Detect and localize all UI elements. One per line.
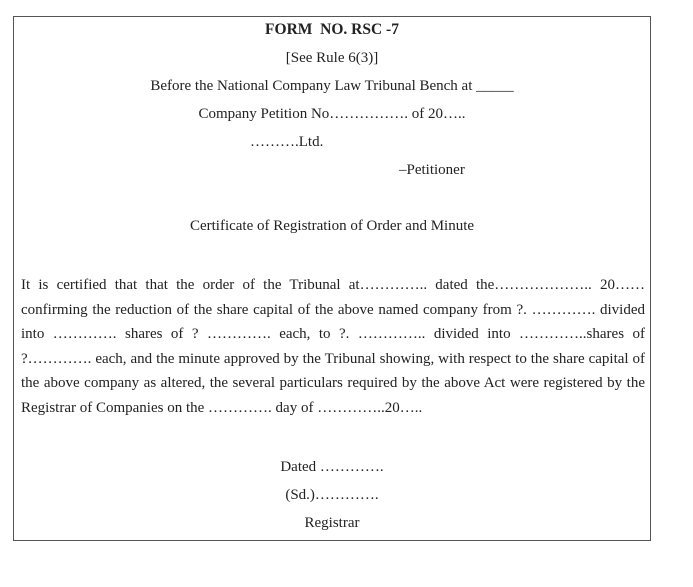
company-name-line: ……….Ltd. xyxy=(250,134,324,150)
dated-line: Dated …………. xyxy=(280,459,384,475)
tribunal-bench-line: Before the National Company Law Tribunal Bench at _____ xyxy=(150,78,514,94)
form-title: FORM NO. RSC -7 xyxy=(265,21,399,38)
rule-reference: [See Rule 6(3)] xyxy=(285,50,379,66)
form-container xyxy=(13,16,651,541)
certificate-body-text: It is certified that that the order of the Tribunal at………….. dated the……………….. 20…… confirming the reduction of the share capital of the above named company from ?. …………. divided into …………. shares of ? …………. each, to ?. ………….. divided into …………..shares of ?…………. each, and the minute approved by the Tribunal showing, with respect to the share capital of the above company as altered, the several particulars required by the above Act were registered by the Registrar of Companies on the …………. day of …………..20….. xyxy=(21,277,645,416)
company-petition-line: Company Petition No……………. of 20….. xyxy=(198,106,466,122)
registrar-label: Registrar xyxy=(304,515,360,531)
signature-line: (Sd.)…………. xyxy=(285,487,379,503)
petitioner-label: –Petitioner xyxy=(399,162,465,178)
certificate-title: Certificate of Registration of Order and Minute xyxy=(189,218,475,234)
